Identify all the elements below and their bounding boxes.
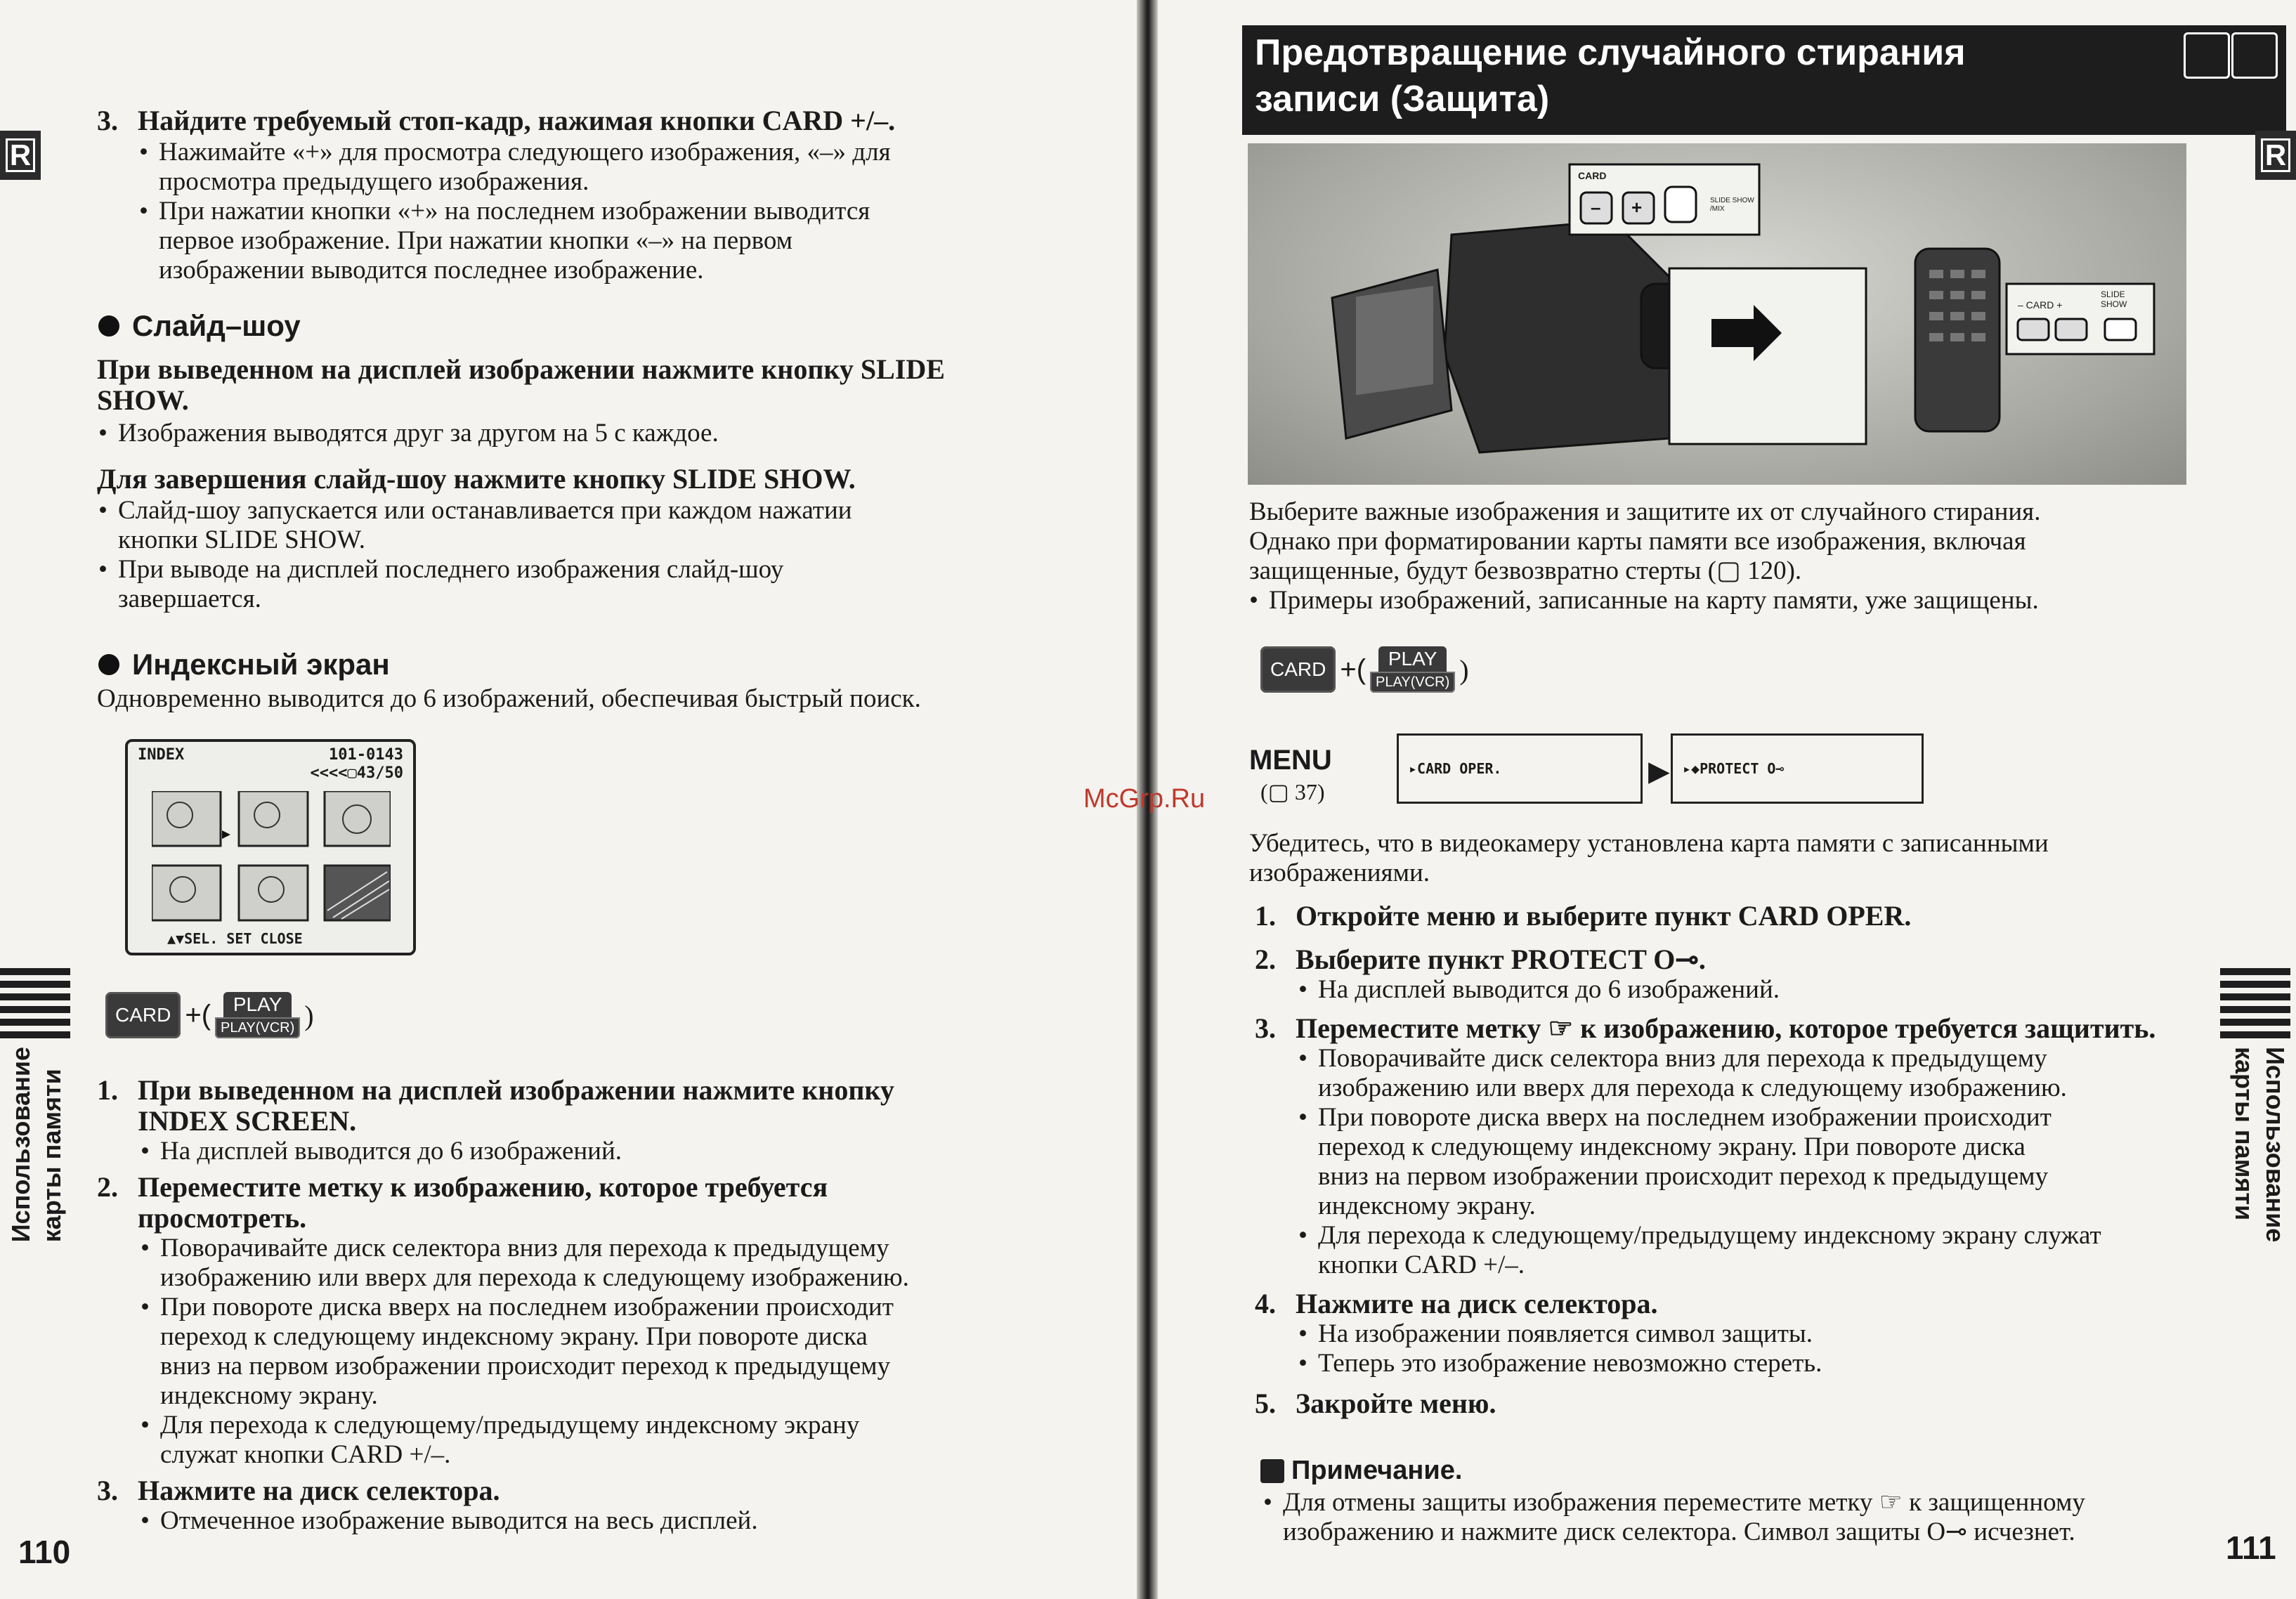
bullet-text: • Слайд-шоу запускается или останавливается при каждом нажатии <box>98 496 1082 526</box>
title-line: записи (Защита) <box>1255 79 1550 119</box>
button-combo <box>105 992 314 1038</box>
slideshow-end-bullets <box>98 496 1082 614</box>
index-screen-illustration <box>125 739 416 955</box>
bullet-dot-icon <box>98 654 119 675</box>
chapter-stripes <box>2220 968 2290 1044</box>
step-1-heading: 1. При выведенном на дисплей изображении нажмите кнопку <box>97 1074 894 1106</box>
thumbnail <box>152 866 221 920</box>
note-title: Примечание. <box>1291 1456 1463 1485</box>
thumbnail <box>239 791 308 846</box>
language-tab-label: R <box>2261 138 2290 172</box>
playvcr-label: PLAY(VCR) <box>1370 672 1455 693</box>
bullet-continuation: первое изображение. При нажатии кнопки «–» на первом <box>159 226 793 255</box>
note-text: • Для отмены защиты изображения переместите метку ☞ к защищенному изображению и нажмите диск селектора. Символ защиты О⊸ исчезнет. <box>1263 1488 2261 1547</box>
thumbnail <box>152 791 221 846</box>
protect-steps <box>1255 901 2266 1419</box>
left-page <box>0 0 1138 1599</box>
note-icon <box>1260 1459 1284 1483</box>
menu-page-ref: (▢ 37) <box>1260 779 1325 804</box>
step-5-heading: 5. Закройте меню. <box>1255 1388 1496 1419</box>
title-line: Предотвращение случайного стирания <box>1255 32 1966 73</box>
menu-box-card-oper: ▸CARD OPER. <box>1397 733 1643 804</box>
index-screen-code: 101-0143 <box>329 746 403 764</box>
language-tab-label: R <box>6 138 35 172</box>
close-paren: ) <box>304 999 314 1031</box>
diagram-slideshow-label: SLIDE SHOW /MIX <box>1710 197 1754 213</box>
side-label-line: Использование <box>2261 1047 2290 1243</box>
bullet-text: • При нажатии кнопки «+» на последнем изображении выводится <box>139 197 1052 226</box>
step-number: 3. <box>97 105 118 136</box>
diagram-plus-label: + <box>1631 197 1643 218</box>
step-4-bullets: • На изображении появляется символ защиты. • Теперь это изображение невозможно стереть. <box>1298 1319 2266 1378</box>
step-2-bullets: • Поворачивайте диск селектора вниз для перехода к предыдущему изображению или вверх для перехода к следующему изображению. • При повороте диска вверх на последнем изображении происходит переход к следующему индексному экрану. При повороте диска вниз на первом изображении происходит переход к предыдущему индексному экрану. • Для перехода к следующему/предыдущему индексному экрану служат кнопки CARD +/–. <box>141 1234 1095 1470</box>
diagram-remote-slide-label: SLIDE SHOW <box>2101 289 2127 309</box>
bullet-text: • Отмеченное изображение выводится на весь дисплей. <box>141 1506 1095 1536</box>
bullet-text: • На дисплей выводится до 6 изображений. <box>141 1137 1095 1166</box>
menu-box-protect: ▸◆PROTECT О⊸ <box>1671 733 1924 804</box>
step-title: Найдите требуемый стоп-кадр, нажимая кнопки CARD +/–. <box>138 105 896 136</box>
bullet-dot-icon <box>98 315 119 337</box>
slideshow-heading <box>98 309 301 343</box>
bullet-continuation: просмотра предыдущего изображения. <box>159 167 589 196</box>
slideshow-bullet: • Изображения выводятся друг за другом на 5 с каждое. <box>98 419 1102 448</box>
camcorder-illustration <box>1248 143 2186 485</box>
index-screen-footer: ▲▼SEL. SET CLOSE <box>167 930 303 947</box>
side-label-line: Использование <box>6 1047 35 1243</box>
index-thumbnails <box>152 791 391 925</box>
thumbnail <box>325 791 391 846</box>
language-tab <box>2255 131 2296 180</box>
watermark-text: McGrp.Ru <box>1083 784 1206 814</box>
step-1-heading: 1. Откройте меню и выберите пункт CARD OPER. <box>1255 900 1912 932</box>
bullet-continuation: завершается. <box>118 585 261 613</box>
diagram-remote-card-label: – CARD + <box>2018 299 2063 311</box>
intro-line: Выберите важные изображения и защитите их от случайного стирания. <box>1249 497 2041 526</box>
close-paren: ) <box>1459 653 1469 686</box>
bullet-continuation: кнопки SLIDE SHOW. <box>118 526 365 554</box>
step-2-heading: 2. Выберите пункт PROTECT О⊸. <box>1255 944 1706 975</box>
bullet-continuation: изображении выводится последнее изображение. <box>159 256 704 285</box>
intro-bullet: • Примеры изображений, записанные на карту памяти, уже защищены. <box>1249 586 2261 615</box>
play-label: PLAY <box>1378 646 1447 672</box>
chapter-stripes <box>0 968 70 1044</box>
plus-sign: +( <box>185 999 211 1031</box>
index-screen-counter: <<<<▢43/50 <box>310 764 403 782</box>
playvcr-label: PLAY(VCR) <box>215 1017 300 1038</box>
card-button-icon: CARD <box>1260 646 1336 693</box>
section-title: Слайд–шоу <box>132 309 301 342</box>
card-button-icon: CARD <box>105 992 181 1038</box>
side-chapter-label <box>2229 1047 2290 1242</box>
page-number: 110 <box>18 1534 71 1570</box>
step-3-heading: 3. Переместите метку ☞ к изображению, которое требуется защитить. <box>1255 1012 2156 1044</box>
slideshow-instruction <box>97 354 1081 416</box>
menu-arrow-icon: ▶ <box>1648 755 1670 787</box>
step-3b-heading: 3. Нажмите на диск селектора. <box>97 1475 500 1506</box>
index-heading <box>98 648 390 681</box>
plus-sign: +( <box>1340 653 1366 685</box>
note-heading <box>1260 1456 1462 1486</box>
intro-line: защищенные, будут безвозвратно стерты (▢ 120). <box>1249 556 1802 585</box>
page-title-bar <box>1242 25 2286 135</box>
slideshow-end-heading: Для завершения слайд-шоу нажмите кнопку SLIDE SHOW. <box>97 463 856 495</box>
instruction-line: При выведенном на дисплей изображении нажмите кнопку SLIDE <box>97 353 945 385</box>
step-3-bullets <box>139 138 1052 285</box>
index-steps <box>97 1075 1095 1536</box>
side-chapter-label <box>6 1047 67 1242</box>
thumbnail <box>325 866 391 920</box>
diagram-card-label: CARD <box>1578 170 1607 181</box>
check-text: Убедитесь, что в видеокамеру установлена карта памяти с записанными изображениями. <box>1249 829 2049 887</box>
index-description: Одновременно выводится до 6 изображений, обеспечивая быстрый поиск. <box>97 684 921 713</box>
step-3-bullets: • Поворачивайте диск селектора вниз для перехода к предыдущему изображению или вверх для перехода к следующему изображению. • При повороте диска вверх на последнем изображении происходит переход к следующему индексному экрану. При повороте диска вниз на первом изображении происходит переход к предыдущему индексному экрану. • Для перехода к следующему/предыдущему индексному экрану служат кнопки CARD +/–. <box>1298 1044 2266 1280</box>
intro-line: Однако при форматировании карты памяти все изображения, включая <box>1249 527 2026 556</box>
right-page <box>1158 0 2296 1599</box>
language-tab <box>0 131 41 180</box>
step-2-heading: 2. Переместите метку к изображению, которое требуется <box>97 1171 828 1203</box>
play-button-icon <box>1370 646 1455 693</box>
page-number: 111 <box>2226 1529 2276 1566</box>
bullet-text: • На дисплей выводится до 6 изображений. <box>1298 975 2266 1005</box>
menu-label: MENU <box>1249 745 1332 776</box>
camera-mode-icon <box>2184 32 2230 79</box>
instruction-line: SHOW. <box>97 384 189 416</box>
step-1-heading-cont: INDEX SCREEN. <box>138 1105 357 1137</box>
step-3-heading <box>97 105 1081 136</box>
section-title: Индексный экран <box>132 648 390 681</box>
thumbnail <box>239 866 308 920</box>
diagram-minus-label: – <box>1591 197 1601 218</box>
intro-text <box>1249 497 2261 615</box>
button-combo <box>1260 646 1469 693</box>
remote-mode-icon <box>2231 32 2278 79</box>
side-label-line: карты памяти <box>2230 1047 2259 1221</box>
camcorder-drawing <box>1248 143 2186 485</box>
play-button-icon <box>215 992 300 1038</box>
index-screen-label: INDEX <box>138 746 185 764</box>
bullet-text: • При выводе на дисплей последнего изображения слайд-шоу <box>98 555 1082 585</box>
step-2-heading-cont: просмотреть. <box>138 1202 307 1234</box>
play-label: PLAY <box>223 992 292 1017</box>
step-4-heading: 4. Нажмите на диск селектора. <box>1255 1288 1658 1319</box>
bullet-text: • Нажимайте «+» для просмотра следующего изображения, «–» для <box>139 138 1052 167</box>
side-label-line: карты памяти <box>37 1069 66 1243</box>
